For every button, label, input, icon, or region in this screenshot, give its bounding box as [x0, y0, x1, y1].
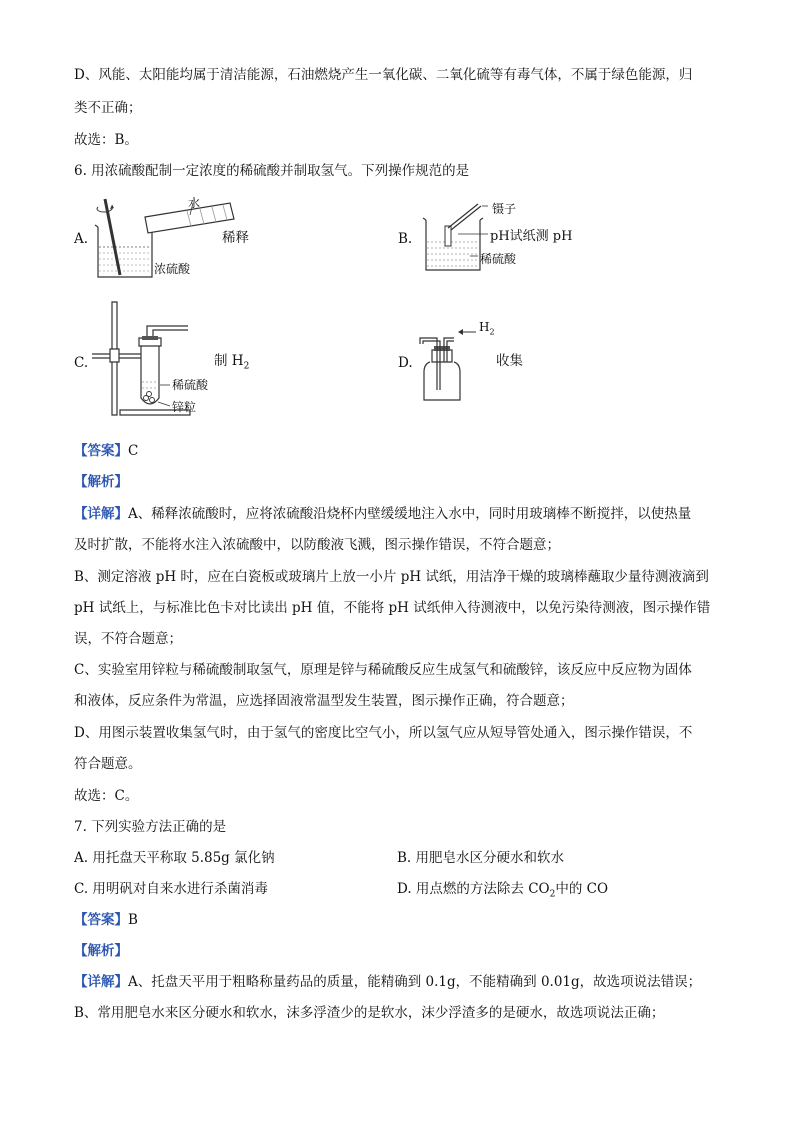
- q6-detail-line: 误，不符合题意；: [74, 631, 182, 647]
- q6-b-tweezers-label: 镊子: [492, 202, 517, 216]
- q7-answer: 【答案】B: [74, 912, 138, 928]
- q6-c-acid-label: 稀硫酸: [172, 378, 209, 392]
- q7-option-b: B. 用肥皂水区分硬水和软水: [397, 850, 565, 866]
- q6-detail-line: 【详解】A、稀释浓硫酸时，应将浓硫酸沿烧杯内壁缓缓地注入水中，同时用玻璃棒不断搅拌，以使热量: [74, 506, 692, 522]
- q6-detail-line: 和液体，反应条件为常温，应选择固液常温型发生装置，图示操作正确，符合题意；: [74, 693, 574, 709]
- q7-option-d: D. 用点燃的方法除去 $CO_2$中的 CO: [397, 881, 609, 900]
- q7-option-c: C. 用明矾对自来水进行杀菌消毒: [74, 881, 268, 897]
- q6-detail-line: pH 试纸上，与标准比色卡对比读出 pH 值，不能将 pH 试纸伸入待测液中，以免污染待测液，图示操作错: [74, 600, 711, 616]
- q6-detail-line: C、实验室用锌粒与稀硫酸制取氢气，原理是锌与稀硫酸反应生成氢气和硫酸锌，该反应中反应物为固体: [74, 662, 692, 678]
- intro-line-1: D、风能、太阳能均属于清洁能源，石油燃烧产生一氧化碳、二氧化硫等有毒气体，不属于绿色能源，归: [74, 67, 693, 83]
- q6-conclusion: 故选：C。: [74, 788, 139, 804]
- q7-analysis-tag: 【解析】: [74, 943, 128, 959]
- q6-option-a-letter: A.: [74, 231, 89, 247]
- q6-d-action-label: 收集: [496, 353, 523, 369]
- q6-b-paper-label: pH试纸测 pH: [490, 229, 573, 244]
- q6-a-action-label: 稀释: [222, 230, 249, 246]
- q6-d-gas-label: $H_2$: [479, 320, 495, 337]
- q6-answer: 【答案】C: [74, 443, 139, 459]
- q6-c-action-label: 制 $H_2$: [214, 353, 250, 372]
- q6-option-b-diagram: [420, 198, 495, 278]
- intro-conclusion: 故选：B。: [74, 132, 138, 148]
- q6-a-acid-label: 浓硫酸: [154, 262, 191, 276]
- q7-detail-line: 【详解】A、托盘天平用于粗略称量药品的质量，能精确到 0.1g，不能精确到 0.01g，故选项说法错误；: [74, 974, 702, 990]
- q6-detail-line: D、用图示装置收集氢气时，由于氢气的密度比空气小，所以氢气应从短导管处通入，图示操作错误，不: [74, 725, 693, 741]
- q6-option-d-letter: D.: [398, 355, 413, 371]
- q7-option-a: A. 用托盘天平称取 5.85g 氯化钠: [74, 850, 275, 866]
- q6-c-zinc-label: 锌粒: [172, 400, 197, 414]
- q6-detail-line: 符合题意。: [74, 756, 142, 772]
- q6-detail-line: 及时扩散，不能将水注入浓硫酸中，以防酸液飞溅，图示操作错误，不符合题意；: [74, 537, 560, 553]
- q7-detail-line: B、常用肥皂水来区分硬水和软水，沫多浮渣少的是软水，沫少浮渣多的是硬水，故选项说法正确；: [74, 1005, 665, 1021]
- q6-analysis-tag: 【解析】: [74, 474, 128, 490]
- q6-b-acid-label: 稀硫酸: [480, 252, 517, 266]
- q6-option-b-letter: B.: [398, 231, 413, 247]
- q6-option-c-letter: C.: [74, 355, 89, 371]
- intro-line-2: 类不正确；: [74, 100, 142, 116]
- q6-a-water-label: 水: [188, 196, 201, 210]
- q7-stem: 7. 下列实验方法正确的是: [74, 819, 227, 835]
- q6-stem: 6. 用浓硫酸配制一定浓度的稀硫酸并制取氢气。下列操作规范的是: [74, 163, 470, 179]
- q6-detail-line: B、测定溶液 pH 时，应在白瓷板或玻璃片上放一小片 pH 试纸，用洁净干燥的玻璃棒蘸取少量待测液滴到: [74, 569, 709, 585]
